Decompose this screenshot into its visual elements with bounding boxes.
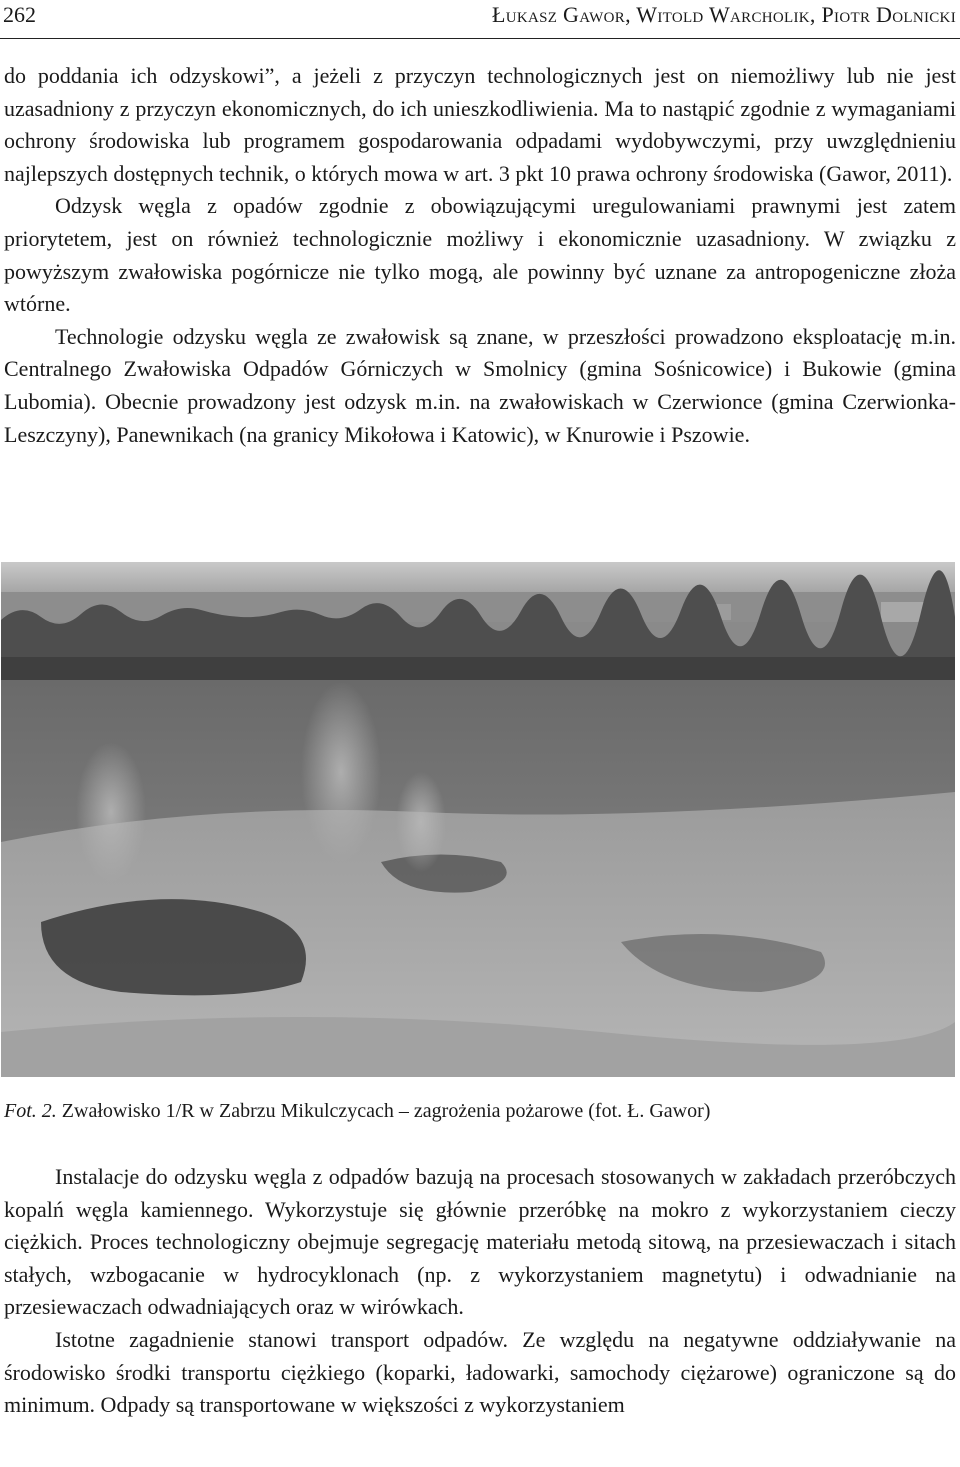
figure-caption <box>4 1098 956 1124</box>
paragraph: Istotne zagadnienie stanowi transport odpadów. Ze względu na negatywne oddziaływanie na środowisko środki transportu ciężkiego (koparki, ładowarki, samochody ciężarowe) ograniczone są do minimum. Odpady są transportowane w większości z wykorzystaniem <box>4 1326 956 1418</box>
page-number: 262 <box>3 2 36 27</box>
paragraph: Instalacje do odzysku węgla z odpadów bazują na procesach stosowanych w zakładach przeróbczych kopalń węgla kamiennego. Wykorzystuje się głównie przeróbkę na mokro z wykorzystaniem cieczy ciężkich. Proces technologiczny obejmuje segregację materiału metodą sitową, na przesiewaczach i sitach stałych, wzbogacanie w hydrocyklonach (np. z wykorzystaniem magnetytu) i odwadnianie na przesiewaczach odwadniających oraz w wirówkach. <box>4 1164 956 1320</box>
caption-text: Zwałowisko 1/R w Zabrzu Mikulczycach – zagrożenia pożarowe (fot. Ł. Gawor) <box>56 1100 711 1122</box>
paragraph: Odzysk węgla z opadów zgodnie z obowiązującymi uregulowaniami prawnymi jest zatem priorytetem, jest on również technologicznie możliwy i ekonomicznie uzasadniony. W związku z powyższym zwałowiska pogórnicze nie tylko mogą, ale powinny być uznane za antropogeniczne złoża wtórne. <box>4 193 956 317</box>
paragraph: Technologie odzysku węgla ze zwałowisk są znane, w przeszłości prowadzono eksploatację m.in. Centralnego Zwałowiska Odpadów Górniczych w Smolnicy (gmina Sośnicowice) i Bukowie (gmina Lubomia). Obecnie prowadzony jest odzysk m.in. na zwałowiskach w Czerwionce (gmina Czerwionka-Leszczyny), Panewnikach (na granicy Mikołowa i Katowic), w Knurowie i Pszowie. <box>4 323 956 447</box>
body-text-top <box>4 60 956 451</box>
running-header <box>0 0 960 39</box>
running-head-authors: Łukasz Gawor, Witold Warcholik, Piotr Dolnicki <box>492 2 956 27</box>
body-text-bottom <box>4 1161 956 1422</box>
figure-photo-spoil-heap <box>1 562 955 1077</box>
caption-label: Fot. 2. <box>4 1100 57 1122</box>
paragraph: do poddania ich odzyskowi”, a jeżeli z przyczyn technologicznych jest on niemożliwy lub nie jest uzasadniony z przyczyn ekonomicznych, do ich unieszkodliwienia. Ma to nastąpić zgodnie z wymaganiami ochrony środowiska lub programem gospodarowania odpadami wydobywczymi, przy uwzględnieniu najlepszych dostępnych technik, o których mowa w art. 3 pkt 10 prawa ochrony środowiska (Gawor, 2011). <box>4 63 956 186</box>
